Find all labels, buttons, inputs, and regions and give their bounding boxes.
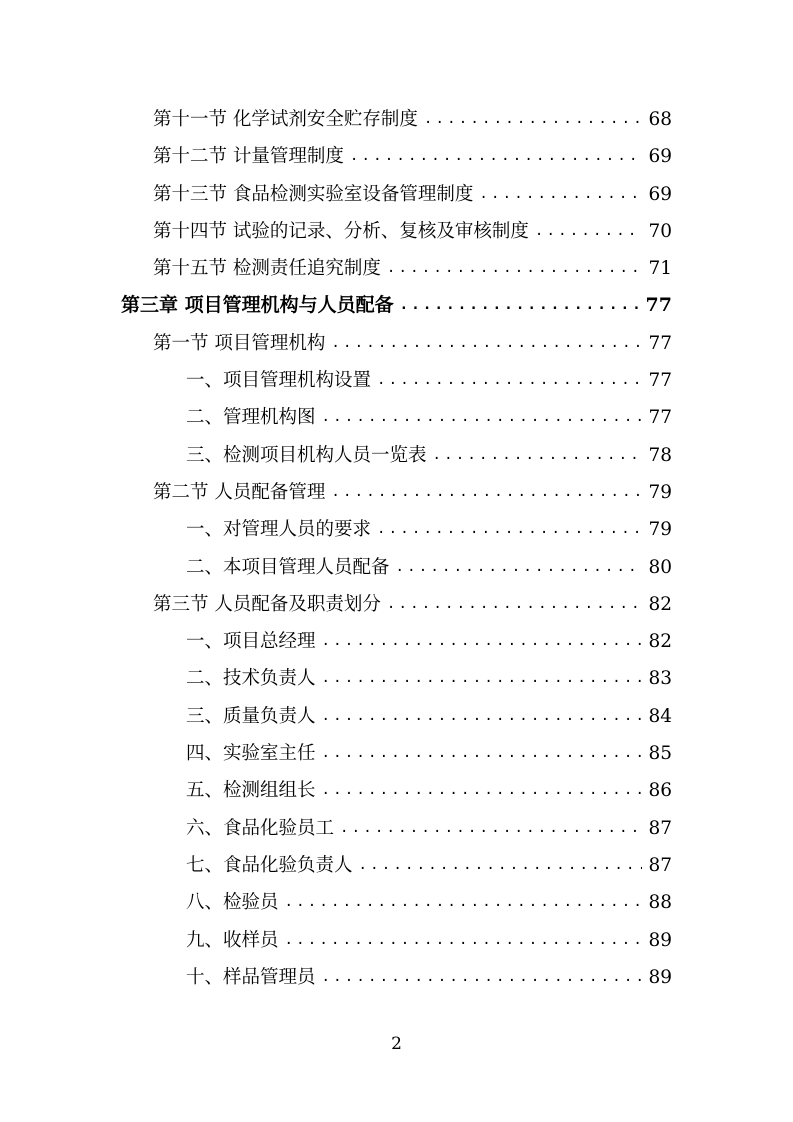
toc-entry-page: 88 bbox=[648, 892, 672, 914]
toc-leader-dots bbox=[322, 399, 643, 436]
toc-entry-page: 70 bbox=[648, 220, 672, 242]
toc-entry-title: 一、对管理人员的要求 bbox=[186, 519, 372, 541]
toc-entry-item[interactable] bbox=[0, 549, 793, 586]
toc-entry-page: 69 bbox=[648, 183, 672, 205]
toc-leader-dots bbox=[331, 325, 642, 362]
toc-leader-dots bbox=[350, 138, 643, 175]
toc-entry-title: 第十一节 化学试剂安全贮存制度 bbox=[153, 109, 418, 130]
toc-entry-section[interactable] bbox=[0, 325, 793, 362]
toc-leader-dots bbox=[322, 959, 643, 996]
toc-entry-page: 77 bbox=[648, 332, 672, 354]
toc-entry-item[interactable] bbox=[0, 437, 793, 474]
toc-entry-chapter[interactable] bbox=[0, 287, 793, 324]
toc-leader-dots bbox=[396, 549, 643, 586]
toc-entry-page: 82 bbox=[648, 593, 672, 615]
toc-entry-item[interactable] bbox=[0, 660, 793, 697]
toc-entry-item[interactable] bbox=[0, 735, 793, 772]
toc-entry-title: 八、检验员 bbox=[186, 892, 279, 914]
toc-entry-page: 79 bbox=[648, 519, 672, 541]
toc-entry-title: 十、样品管理员 bbox=[186, 966, 316, 988]
toc-entry-page: 79 bbox=[648, 481, 672, 503]
toc-entry-item[interactable] bbox=[0, 884, 793, 921]
toc-entry-title: 三、检测项目机构人员一览表 bbox=[186, 444, 427, 466]
toc-entry-title: 二、本项目管理人员配备 bbox=[186, 556, 390, 578]
toc-entry-page: 84 bbox=[648, 705, 672, 727]
toc-entry-title: 四、实验室主任 bbox=[186, 743, 316, 765]
toc-leader-dots bbox=[400, 287, 640, 324]
toc-leader-dots bbox=[387, 586, 643, 623]
toc-leader-dots bbox=[322, 660, 643, 697]
toc-entry-item[interactable] bbox=[0, 847, 793, 884]
toc-entry-page: 89 bbox=[648, 929, 672, 951]
toc-entry-title: 第十五节 检测责任追究制度 bbox=[153, 258, 381, 280]
toc-entry-item[interactable] bbox=[0, 511, 793, 548]
toc-entry-page: 71 bbox=[648, 258, 672, 280]
toc-entry-title: 第十四节 试验的记录、分析、复核及审核制度 bbox=[153, 220, 529, 242]
toc-leader-dots bbox=[285, 922, 643, 959]
toc-entry-title: 九、收样员 bbox=[186, 929, 279, 951]
toc-leader-dots bbox=[322, 735, 643, 772]
toc-entry-title: 二、技术负责人 bbox=[186, 668, 316, 690]
toc-entry-title: 三、质量负责人 bbox=[186, 705, 316, 727]
toc-entry-title: 第十二节 计量管理制度 bbox=[153, 146, 344, 168]
toc-entry-page: 85 bbox=[648, 743, 672, 765]
toc-leader-dots bbox=[331, 474, 642, 511]
toc-leader-dots bbox=[424, 101, 643, 138]
toc-entry-item[interactable] bbox=[0, 362, 793, 399]
toc-entry-section[interactable] bbox=[0, 250, 793, 287]
toc-entry-title: 第三章 项目管理机构与人员配备 bbox=[121, 294, 394, 317]
table-of-contents bbox=[0, 101, 793, 996]
toc-entry-page: 77 bbox=[648, 370, 672, 392]
toc-entry-title: 一、项目管理机构设置 bbox=[186, 370, 372, 392]
toc-entry-title: 七、食品化验负责人 bbox=[186, 854, 353, 876]
toc-leader-dots bbox=[322, 698, 643, 735]
toc-entry-item[interactable] bbox=[0, 698, 793, 735]
toc-leader-dots bbox=[377, 511, 642, 548]
toc-entry-section[interactable] bbox=[0, 213, 793, 250]
toc-entry-item[interactable] bbox=[0, 959, 793, 996]
toc-entry-title: 第三节 人员配备及职责划分 bbox=[153, 593, 381, 615]
toc-entry-page: 82 bbox=[648, 631, 672, 653]
toc-entry-title: 第二节 人员配备管理 bbox=[153, 481, 326, 503]
toc-entry-title: 第十三节 食品检测实验室设备管理制度 bbox=[153, 183, 474, 205]
toc-entry-item[interactable] bbox=[0, 810, 793, 847]
toc-entry-page: 77 bbox=[648, 407, 672, 429]
toc-entry-section[interactable] bbox=[0, 474, 793, 511]
toc-entry-title: 第一节 项目管理机构 bbox=[153, 332, 326, 354]
toc-entry-title: 二、管理机构图 bbox=[186, 407, 316, 429]
toc-entry-page: 87 bbox=[648, 817, 672, 839]
toc-leader-dots bbox=[285, 884, 643, 921]
toc-entry-page: 83 bbox=[648, 668, 672, 690]
toc-leader-dots bbox=[479, 176, 642, 213]
toc-leader-dots bbox=[433, 437, 643, 474]
toc-entry-item[interactable] bbox=[0, 399, 793, 436]
toc-leader-dots bbox=[387, 250, 643, 287]
toc-leader-dots bbox=[322, 623, 643, 660]
toc-entry-page: 80 bbox=[648, 556, 672, 578]
toc-entry-title: 五、检测组组长 bbox=[186, 780, 316, 802]
toc-entry-section[interactable] bbox=[0, 101, 793, 138]
toc-entry-item[interactable] bbox=[0, 772, 793, 809]
toc-entry-page: 87 bbox=[648, 854, 672, 876]
toc-entry-page: 68 bbox=[648, 109, 672, 130]
toc-entry-section[interactable] bbox=[0, 176, 793, 213]
toc-entry-page: 78 bbox=[648, 444, 672, 466]
toc-entry-item[interactable] bbox=[0, 922, 793, 959]
toc-leader-dots bbox=[377, 362, 642, 399]
toc-entry-section[interactable] bbox=[0, 138, 793, 175]
toc-entry-page: 77 bbox=[645, 294, 672, 317]
page-number: 2 bbox=[391, 1034, 402, 1054]
toc-entry-section[interactable] bbox=[0, 586, 793, 623]
toc-entry-page: 69 bbox=[648, 146, 672, 168]
toc-entry-title: 一、项目总经理 bbox=[186, 631, 316, 653]
toc-leader-dots bbox=[535, 213, 643, 250]
toc-entry-page: 86 bbox=[648, 780, 672, 802]
toc-entry-title: 六、食品化验员工 bbox=[186, 817, 335, 839]
toc-leader-dots bbox=[340, 810, 642, 847]
toc-entry-page: 89 bbox=[648, 966, 672, 988]
toc-entry-item[interactable] bbox=[0, 623, 793, 660]
toc-leader-dots bbox=[322, 772, 643, 809]
toc-leader-dots bbox=[359, 847, 643, 884]
